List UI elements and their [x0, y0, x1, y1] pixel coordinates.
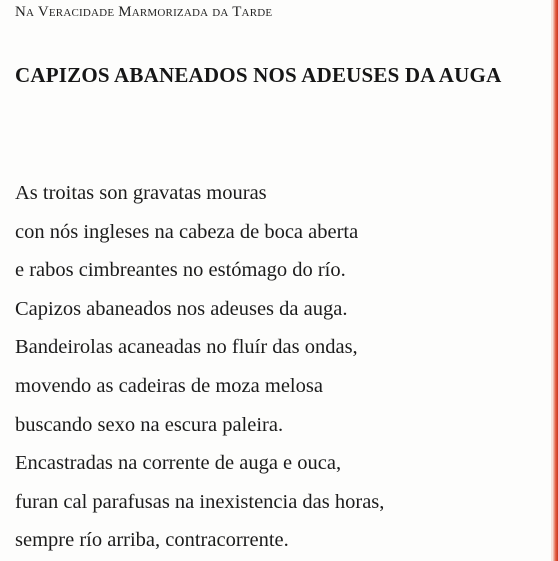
poem-line: Bandeirolas acaneadas no fluír das ondas, — [15, 336, 358, 359]
poem-line: movendo as cadeiras de moza melosa — [15, 374, 323, 397]
poem-line: As troitas son gravatas mouras — [15, 182, 267, 204]
poem-line: con nós ingleses na cabeza de boca aberta — [15, 220, 359, 243]
poem-line: Encastradas na corrente de auga e ouca, — [15, 452, 342, 475]
page-edge-red — [553, 0, 558, 561]
poem-line: buscando sexo na escura paleira. — [15, 413, 284, 436]
poem-title: CAPIZOS ABANEADOS NOS ADEUSES DA AUGA — [15, 63, 502, 87]
poem-line: e rabos cimbreantes no estómago do río. — [15, 259, 346, 282]
poem-body — [15, 174, 384, 560]
running-head: Na Veracidade Marmorizada da Tarde — [15, 4, 273, 20]
poem-line: Capizos abaneados nos adeuses da auga. — [15, 297, 348, 320]
poem-line: sempre río arriba, contracorrente. — [15, 529, 289, 552]
poem-line: furan cal parafusas na inexistencia das horas, — [15, 490, 385, 513]
